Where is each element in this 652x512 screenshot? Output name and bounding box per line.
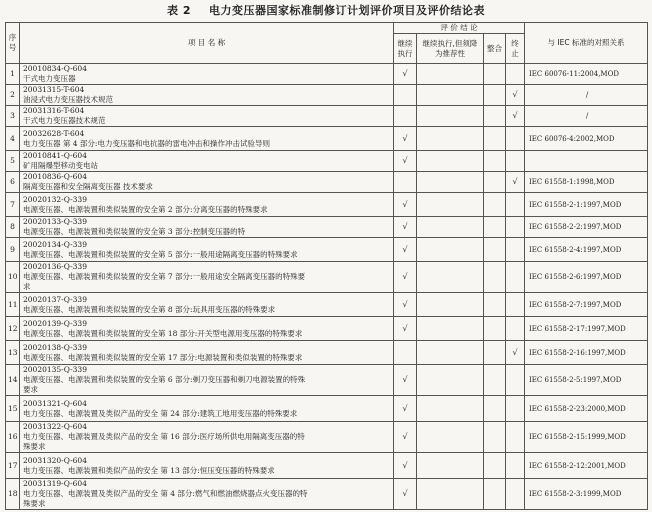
- iec-relation: IEC 61558-2-6:1997,MOD: [525, 262, 648, 293]
- mark-continue-recommended: [417, 262, 484, 293]
- row-number: 14: [6, 365, 20, 396]
- row-project: [20, 479, 394, 510]
- mark-terminate: [506, 217, 525, 238]
- mark-terminate: √: [506, 341, 525, 365]
- project-name: 干式电力变压器: [23, 74, 76, 83]
- mark-merge: [484, 151, 506, 172]
- mark-merge: [484, 64, 506, 85]
- mark-continue-recommended: [417, 396, 484, 422]
- iec-relation: [525, 151, 648, 172]
- row-number: 15: [6, 396, 20, 422]
- mark-terminate: [506, 365, 525, 396]
- project-name: 电力变压器、电源装置及类似产品的安全 第 24 部分:建筑工地用变压器的特殊要求: [23, 408, 298, 418]
- mark-merge: [484, 85, 506, 106]
- table-row: [6, 238, 648, 262]
- project-code: 20031320-Q-604: [23, 455, 87, 465]
- iec-relation: IEC 61558-2-3:1999,MOD: [525, 479, 648, 510]
- project-name: 电力变压器、电源装置及类似产品的安全 第 4 部分:燃气和燃油燃烧器点火变压器的特殊要求: [23, 489, 308, 508]
- mark-merge: [484, 217, 506, 238]
- header-eval: 评 价 结 论: [394, 23, 525, 34]
- row-project: [20, 172, 394, 193]
- header-iec: 与 IEC 标准的对照关系: [525, 23, 648, 64]
- mark-merge: [484, 172, 506, 193]
- row-project: [20, 217, 394, 238]
- mark-continue: √: [394, 193, 417, 217]
- row-project: [20, 85, 394, 106]
- row-number: 16: [6, 422, 20, 453]
- mark-continue-recommended: [417, 127, 484, 151]
- project-code: 20031322-Q-604: [23, 422, 87, 431]
- mark-terminate: [506, 479, 525, 510]
- header-continue: 继续执行: [394, 34, 417, 64]
- mark-merge: [484, 479, 506, 510]
- project-name: 电源变压器、电源装置和类似装置的安全第 2 部分:分离变压器的特殊要求: [23, 204, 268, 214]
- mark-merge: [484, 396, 506, 422]
- iec-relation: IEC 61558-2-17:1997,MOD: [525, 317, 648, 341]
- project-code: 20020134-Q-339: [23, 239, 87, 249]
- mark-continue: [394, 85, 417, 106]
- iec-relation: IEC 60076-4:2002,MOD: [525, 127, 648, 151]
- row-project: [20, 365, 394, 396]
- project-name: 电源变压器、电源装置和类似装置的安全第 6 部分:剃刀变压器和剃刀电源装置的特殊要求: [23, 375, 306, 394]
- project-name: 电源变压器、电源装置和类似装置的安全第 7 部分:一般用途安全隔离变压器的特殊要求: [23, 272, 306, 291]
- mark-continue: √: [394, 422, 417, 453]
- row-number: 11: [6, 293, 20, 317]
- mark-continue: √: [394, 479, 417, 510]
- table-row: [6, 317, 648, 341]
- mark-continue: √: [394, 127, 417, 151]
- table-row: [6, 151, 648, 172]
- mark-terminate: [506, 64, 525, 85]
- row-number: 12: [6, 317, 20, 341]
- project-code: 20020138-Q-339: [23, 342, 87, 352]
- mark-continue: √: [394, 317, 417, 341]
- mark-continue-recommended: [417, 172, 484, 193]
- row-number: 2: [6, 85, 20, 106]
- project-code: 20031315-T-604: [23, 85, 85, 94]
- table-row: [6, 422, 648, 453]
- header-name: 项 目 名 称: [20, 23, 394, 64]
- mark-continue-recommended: [417, 422, 484, 453]
- row-project: [20, 422, 394, 453]
- mark-terminate: [506, 193, 525, 217]
- table-row: [6, 396, 648, 422]
- iec-relation: IEC 61558-2-5:1997,MOD: [525, 365, 648, 396]
- iec-relation: IEC 61558-2-12:2001,MOD: [525, 453, 648, 479]
- project-name: 干式电力变压器技术规范: [23, 116, 106, 125]
- project-code: 20010834-Q-604: [23, 64, 87, 73]
- mark-continue-recommended: [417, 479, 484, 510]
- row-number: 3: [6, 106, 20, 127]
- mark-continue-recommended: [417, 317, 484, 341]
- project-name: 电力变压器 第 4 部分:电力变压器和电抗器的雷电冲击和操作冲击试验导则: [23, 138, 270, 148]
- project-code: 20031319-Q-604: [23, 479, 87, 488]
- mark-merge: [484, 106, 506, 127]
- project-name: 电源变压器、电源装置和类似装置的安全第 18 部分:开关型电源用变压器的特殊要求: [23, 328, 303, 338]
- iec-relation: IEC 61558-2-23:2000,MOD: [525, 396, 648, 422]
- mark-continue: √: [394, 238, 417, 262]
- mark-terminate: [506, 262, 525, 293]
- mark-continue: √: [394, 262, 417, 293]
- project-code: 20020136-Q-339: [23, 262, 87, 271]
- mark-terminate: [506, 127, 525, 151]
- mark-terminate: [506, 422, 525, 453]
- row-project: [20, 341, 394, 365]
- row-number: 5: [6, 151, 20, 172]
- project-code: 20031316-T-604: [23, 106, 85, 115]
- mark-continue: √: [394, 64, 417, 85]
- row-number: 8: [6, 217, 20, 238]
- table-row: [6, 217, 648, 238]
- project-code: 20032628-T-604: [23, 128, 85, 138]
- mark-continue-recommended: [417, 293, 484, 317]
- mark-continue-recommended: [417, 238, 484, 262]
- mark-merge: [484, 453, 506, 479]
- mark-terminate: [506, 453, 525, 479]
- mark-continue-recommended: [417, 85, 484, 106]
- mark-continue-recommended: [417, 453, 484, 479]
- iec-relation: IEC 61558-2-15:1999,MOD: [525, 422, 648, 453]
- mark-terminate: √: [506, 85, 525, 106]
- table-row: [6, 365, 648, 396]
- mark-merge: [484, 341, 506, 365]
- mark-continue: √: [394, 453, 417, 479]
- table-row: [6, 293, 648, 317]
- mark-continue-recommended: [417, 106, 484, 127]
- iec-relation: IEC 61558-2-2:1997,MOD: [525, 217, 648, 238]
- project-name: 电力变压器、电源装置和类似产品的安全 第 13 部分:恒压变压器的特殊要求: [23, 465, 275, 475]
- mark-continue: √: [394, 396, 417, 422]
- table-row: [6, 262, 648, 293]
- iec-relation: IEC 61558-2-4:1997,MOD: [525, 238, 648, 262]
- mark-continue: √: [394, 151, 417, 172]
- iec-relation: IEC 61558-1:1998,MOD: [525, 172, 648, 193]
- mark-continue: √: [394, 293, 417, 317]
- row-project: [20, 293, 394, 317]
- project-name: 电源变压器、电源装置和类似装置的安全第 3 部分:控制变压器的特: [23, 227, 246, 236]
- table-number: 表 2: [167, 4, 191, 17]
- mark-terminate: [506, 317, 525, 341]
- mark-terminate: √: [506, 106, 525, 127]
- project-name: 电源变压器、电源装置和类似装置的安全第 8 部分:玩具用变压器的特殊要求: [23, 304, 276, 314]
- table-title: [0, 2, 652, 20]
- row-number: 7: [6, 193, 20, 217]
- header-no: 序号: [6, 23, 20, 64]
- mark-merge: [484, 127, 506, 151]
- evaluation-table: [5, 22, 648, 510]
- project-name: 电源变压器、电源装置和类似装置的安全第 5 部分:一般用途隔离变压器的特殊要求: [23, 249, 298, 259]
- row-number: 9: [6, 238, 20, 262]
- project-name: 电源变压器、电源装置和类似装置的安全第 17 部分:电源装置和类似装置的特殊要求: [23, 352, 303, 362]
- header-merge: 整合: [484, 34, 506, 64]
- mark-continue: √: [394, 217, 417, 238]
- table-row: [6, 64, 648, 85]
- table-row: [6, 453, 648, 479]
- iec-relation: IEC 61558-2-16:1997,MOD: [525, 341, 648, 365]
- row-project: [20, 64, 394, 85]
- project-code: 20010841-Q-604: [23, 151, 87, 160]
- table-row: [6, 127, 648, 151]
- mark-terminate: [506, 151, 525, 172]
- mark-merge: [484, 365, 506, 396]
- mark-merge: [484, 193, 506, 217]
- row-number: 13: [6, 341, 20, 365]
- table-row: [6, 85, 648, 106]
- project-code: 20010836-Q-604: [23, 172, 87, 181]
- table-row: [6, 172, 648, 193]
- iec-relation: IEC 61558-2-7:1997,MOD: [525, 293, 648, 317]
- project-code: 20020139-Q-339: [23, 318, 87, 328]
- table-body: [6, 64, 648, 510]
- row-number: 1: [6, 64, 20, 85]
- iec-relation: IEC 60076-11:2004,MOD: [525, 64, 648, 85]
- row-project: [20, 396, 394, 422]
- row-project: [20, 193, 394, 217]
- row-project: [20, 262, 394, 293]
- table-row: [6, 193, 648, 217]
- table-row: [6, 479, 648, 510]
- mark-merge: [484, 262, 506, 293]
- table-title-text: 电力变压器国家标准制修订计划评价项目及评价结论表: [208, 4, 485, 17]
- project-code: 20020133-Q-339: [23, 217, 87, 226]
- mark-merge: [484, 317, 506, 341]
- mark-continue-recommended: [417, 64, 484, 85]
- mark-terminate: [506, 396, 525, 422]
- iec-relation: /: [525, 106, 648, 127]
- mark-continue: [394, 172, 417, 193]
- project-code: 20020135-Q-339: [23, 365, 87, 374]
- mark-continue-recommended: [417, 341, 484, 365]
- project-code: 20031321-Q-604: [23, 398, 87, 408]
- row-number: 17: [6, 453, 20, 479]
- row-project: [20, 151, 394, 172]
- row-number: 18: [6, 479, 20, 510]
- mark-continue-recommended: [417, 151, 484, 172]
- project-name: 电力变压器、电源装置及类似产品的安全 第 16 部分:医疗场所供电用隔离变压器的特殊要求: [23, 432, 305, 451]
- mark-continue-recommended: [417, 217, 484, 238]
- row-project: [20, 127, 394, 151]
- mark-continue: √: [394, 365, 417, 396]
- header-continue-recommended: 继续执行,但须降为推荐性: [417, 34, 484, 64]
- mark-terminate: √: [506, 172, 525, 193]
- mark-continue: [394, 106, 417, 127]
- row-number: 4: [6, 127, 20, 151]
- row-project: [20, 238, 394, 262]
- mark-terminate: [506, 238, 525, 262]
- row-project: [20, 317, 394, 341]
- mark-terminate: [506, 293, 525, 317]
- iec-relation: IEC 61558-2-1:1997,MOD: [525, 193, 648, 217]
- project-name: 油浸式电力变压器技术规范: [23, 95, 113, 104]
- project-code: 20020132-Q-339: [23, 194, 87, 204]
- row-number: 10: [6, 262, 20, 293]
- mark-merge: [484, 238, 506, 262]
- project-name: 隔离变压器和安全隔离变压器 技术要求: [23, 182, 153, 191]
- row-number: 6: [6, 172, 20, 193]
- mark-merge: [484, 293, 506, 317]
- table-row: [6, 341, 648, 365]
- iec-relation: /: [525, 85, 648, 106]
- row-project: [20, 106, 394, 127]
- row-project: [20, 453, 394, 479]
- mark-merge: [484, 422, 506, 453]
- project-code: 20020137-Q-339: [23, 294, 87, 304]
- header-terminate: 终止: [506, 34, 525, 64]
- mark-continue-recommended: [417, 193, 484, 217]
- mark-continue: [394, 341, 417, 365]
- table-row: [6, 106, 648, 127]
- mark-continue-recommended: [417, 365, 484, 396]
- project-name: 矿用隔爆型移动变电站: [23, 161, 98, 170]
